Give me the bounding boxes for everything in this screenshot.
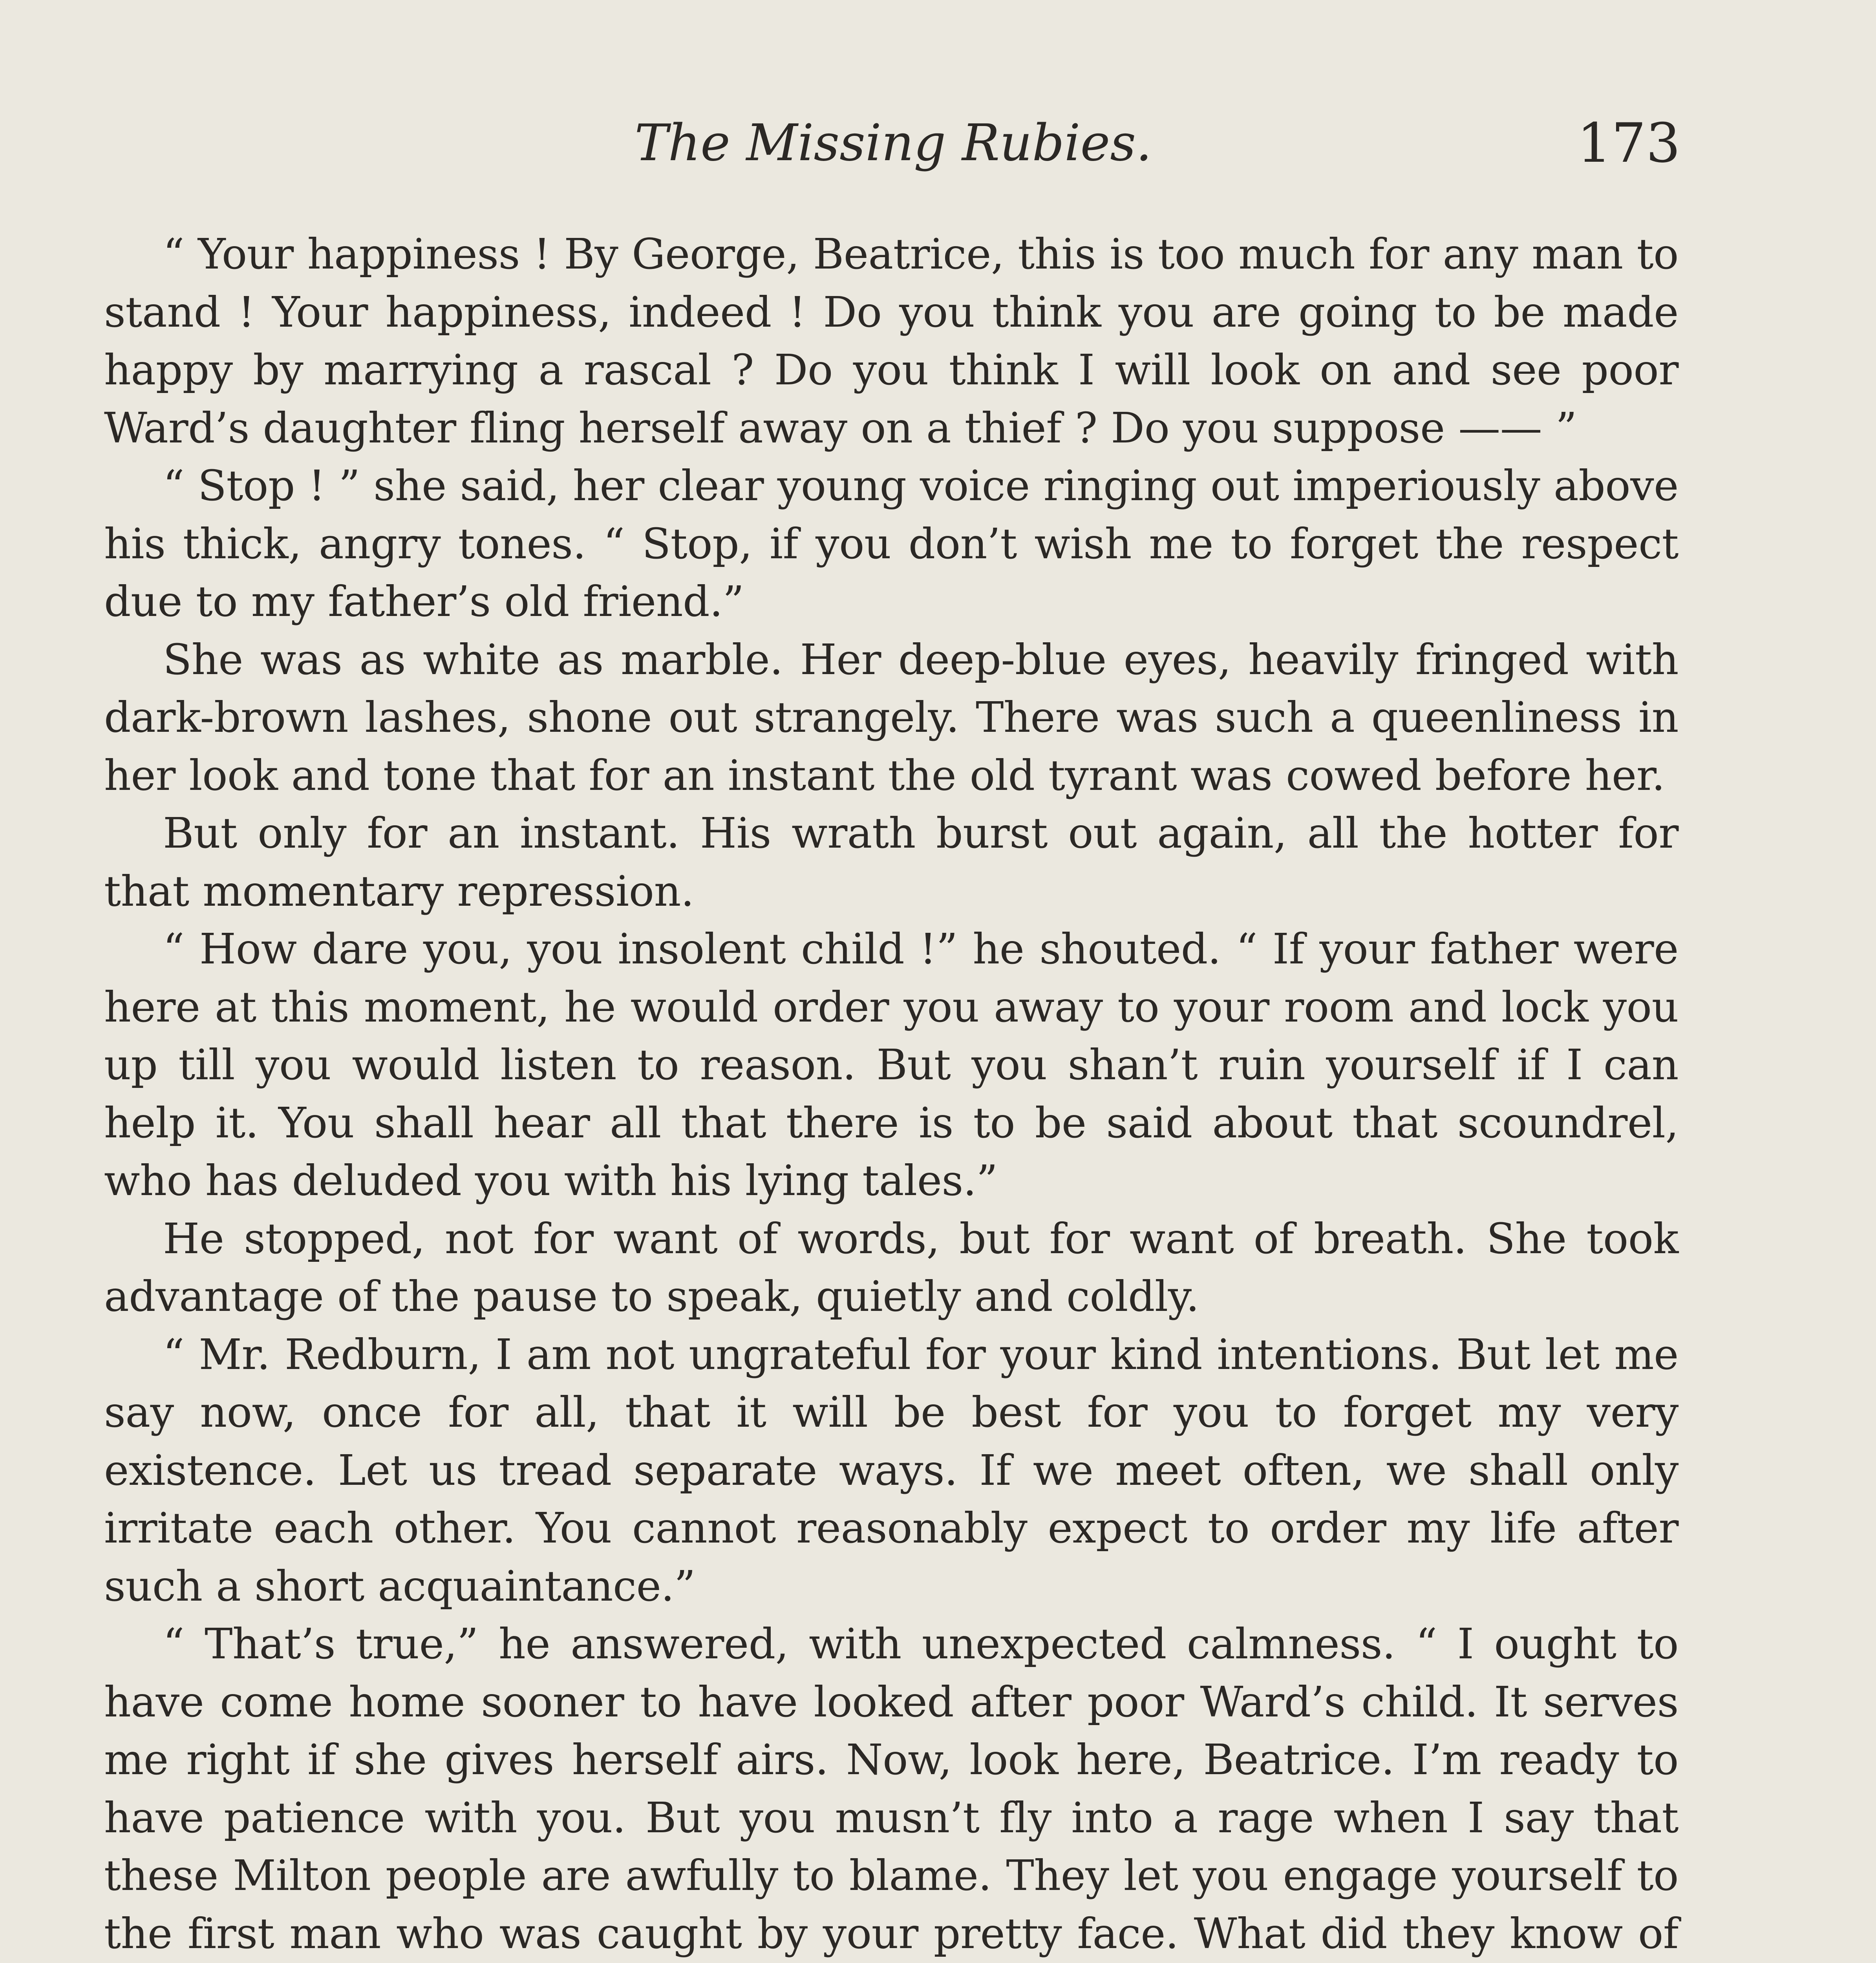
paragraph: She was as white as marble. Her deep-blue eyes, heavily fringed with dark-brown lashes, shone out strangely. There was such a queenliness in her look and tone that for an instant the old tyrant was cowed before her. [104,635,1679,800]
paragraph: “ Stop ! ” she said, her clear young voice ringing out imperiously above his thick, angry tones. “ Stop, if you don’t wish me to forget the respect due to my father’s old friend.” [104,462,1679,626]
paragraph: “ Mr. Redburn, I am not ungrateful for your kind intentions. But let me say now, once for all, that it will be best for you to forget my very existence. Let us tread separate ways. If we meet often, we shall only irritate each other. You cannot reasonably expect to order my life after such a short acquaintance.” [104,1330,1679,1611]
body-text [104,226,1679,1963]
page-number: 173 [1577,111,1680,175]
paragraph: “ Your happiness ! By George, Beatrice, this is too much for any man to stand ! Your happiness, indeed ! Do you think you are going to be made happy by marrying a rascal ? Do you think I will look on and see poor Ward’s daughter fling herself away on a thief ? Do you suppose —— ” [104,230,1679,453]
page-header [106,112,1680,183]
paragraph: He stopped, not for want of words, but for want of breath. She took advantage of the pause to speak, quietly and coldly. [104,1214,1679,1321]
running-title: The Missing Rubies. [634,114,1152,172]
paragraph: But only for an instant. His wrath burst out again, all the hotter for that momentary repression. [104,809,1679,916]
paragraph: “ That’s true,” he answered, with unexpected calmness. “ I ought to have come home sooner to have looked after poor Ward’s child. It serves me right if she gives herself airs. Now, look here, Beatrice. I’m ready to have patience with you. But you musn’t fly into a rage when I say that these Milton people are awfully to blame. They let you engage yourself to the first man who was caught by your pretty face. What did they know of [104,1620,1679,1958]
paragraph: “ How dare you, you insolent child !” he shouted. “ If your father were here at this moment, he would order you away to your room and lock you up till you would listen to reason. But you shan’t ruin yourself if I can help it. You shall hear all that there is to be said about that scoundrel, who has deluded you with his lying tales.” [104,925,1679,1205]
